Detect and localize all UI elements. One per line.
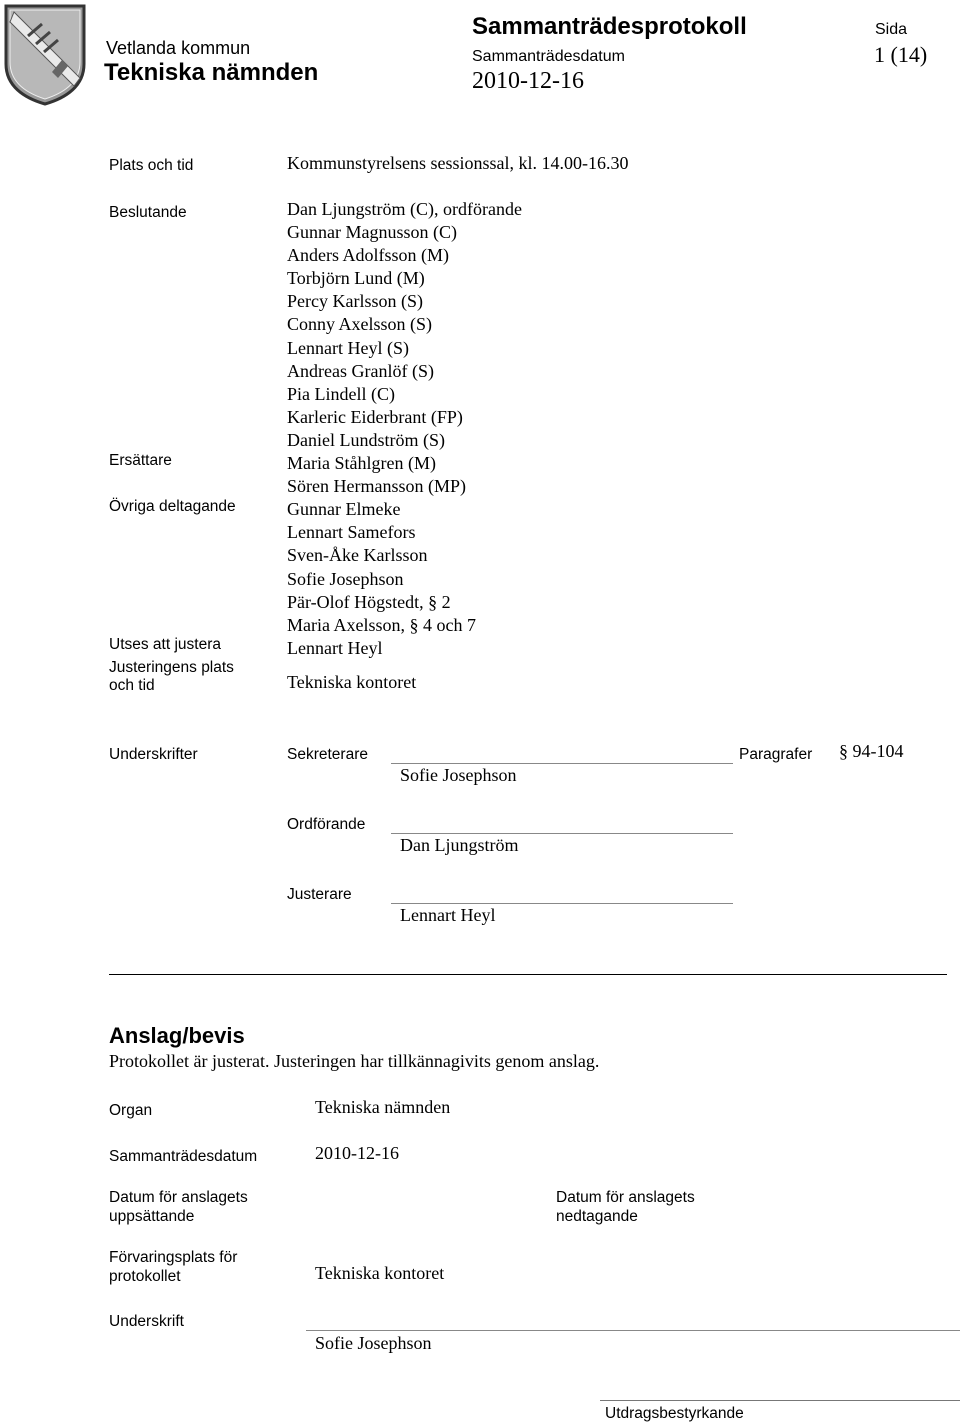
participant-item: Sören Hermansson (MP) xyxy=(287,476,466,497)
document-title: Sammanträdesprotokoll xyxy=(472,13,747,40)
anslag-title: Anslag/bevis xyxy=(109,1023,245,1048)
section-divider xyxy=(109,974,947,975)
participant-item: Karleric Eiderbrant (FP) xyxy=(287,406,463,427)
adjuster-label: Utses att justera xyxy=(109,636,221,653)
participant-item: Sven-Åke Karlsson xyxy=(287,545,428,566)
adjuster-signature-line xyxy=(391,903,733,904)
signature-label: Underskrift xyxy=(109,1313,184,1330)
adjust-place-value: Tekniska kontoret xyxy=(287,672,417,692)
anslag-date-label: Sammanträdesdatum xyxy=(109,1148,258,1165)
paragraphs-label: Paragrafer xyxy=(739,746,813,763)
participant-item: Lennart Heyl (S) xyxy=(287,337,409,358)
removed-date-label-line2: nedtagande xyxy=(556,1208,638,1225)
meeting-date-label: Sammanträdesdatum xyxy=(472,48,625,65)
organ-value: Tekniska nämnden xyxy=(315,1097,451,1117)
chair-signature-line xyxy=(391,833,733,834)
substitutes-label: Ersättare xyxy=(109,452,172,469)
participant-item: Sofie Josephson xyxy=(287,568,404,589)
secretary-label: Sekreterare xyxy=(287,746,368,763)
participant-item: Torbjörn Lund (M) xyxy=(287,268,425,289)
extract-certification-label: Utdragsbestyrkande xyxy=(605,1405,744,1422)
deciding-label: Beslutande xyxy=(109,204,187,221)
page-number: 1 (14) xyxy=(874,42,928,67)
participant-item: Daniel Lundström (S) xyxy=(287,429,445,450)
meeting-date-value: 2010-12-16 xyxy=(472,68,584,94)
signature-name: Sofie Josephson xyxy=(315,1333,432,1353)
storage-label-line1: Förvaringsplats för xyxy=(109,1249,238,1266)
participant-item: Maria Ståhlgren (M) xyxy=(287,453,436,474)
adjuster-name: Lennart Heyl xyxy=(400,905,496,925)
department-name: Tekniska nämnden xyxy=(104,59,319,86)
paragraphs-value: § 94-104 xyxy=(839,741,904,761)
participant-item: Percy Karlsson (S) xyxy=(287,291,423,312)
footer-divider xyxy=(600,1400,960,1401)
participant-item: Maria Axelsson, § 4 och 7 xyxy=(287,614,476,635)
secretary-name: Sofie Josephson xyxy=(400,765,517,785)
storage-label-line2: protokollet xyxy=(109,1268,181,1285)
municipality-name: Vetlanda kommun xyxy=(106,38,251,58)
page-label: Sida xyxy=(875,21,908,38)
storage-value: Tekniska kontoret xyxy=(315,1263,445,1283)
chair-name: Dan Ljungström xyxy=(400,835,519,855)
participant-item: Gunnar Elmeke xyxy=(287,499,401,520)
chair-label: Ordförande xyxy=(287,816,366,833)
participant-item: Dan Ljungström (C), ordförande xyxy=(287,199,522,219)
participant-item: Andreas Granlöf (S) xyxy=(287,360,434,381)
participant-item: Pär-Olof Högstedt, § 2 xyxy=(287,591,451,612)
participant-item: Conny Axelsson (S) xyxy=(287,314,433,335)
place-time-label: Plats och tid xyxy=(109,157,194,174)
municipal-crest-logo xyxy=(2,2,88,106)
participant-item: Gunnar Magnusson (C) xyxy=(287,222,457,243)
anslag-date-value: 2010-12-16 xyxy=(315,1143,399,1163)
participant-item: Anders Adolfsson (M) xyxy=(287,245,449,266)
adjuster-sign-label: Justerare xyxy=(287,886,352,903)
posted-date-label-line2: uppsättande xyxy=(109,1208,195,1225)
organ-label: Organ xyxy=(109,1102,153,1119)
participant-list xyxy=(287,198,522,660)
secretary-signature-line xyxy=(391,763,733,764)
participant-item: Lennart Samefors xyxy=(287,522,416,543)
place-time-value: Kommunstyrelsens sessionssal, kl. 14.00-16.30 xyxy=(287,153,629,173)
posted-date-label-line1: Datum för anslagets xyxy=(109,1189,248,1206)
signatures-label: Underskrifter xyxy=(109,746,198,763)
removed-date-label-line1: Datum för anslagets xyxy=(556,1189,695,1206)
participant-item: Lennart Heyl xyxy=(287,637,383,658)
adjust-place-label-line2: och tid xyxy=(109,677,155,694)
anslag-signature-line xyxy=(306,1330,960,1331)
anslag-text: Protokollet är justerat. Justeringen har tillkännagivits genom anslag. xyxy=(109,1051,600,1071)
others-label: Övriga deltagande xyxy=(109,498,236,515)
participant-item: Pia Lindell (C) xyxy=(287,383,395,404)
adjust-place-label-line1: Justeringens plats xyxy=(109,659,234,676)
